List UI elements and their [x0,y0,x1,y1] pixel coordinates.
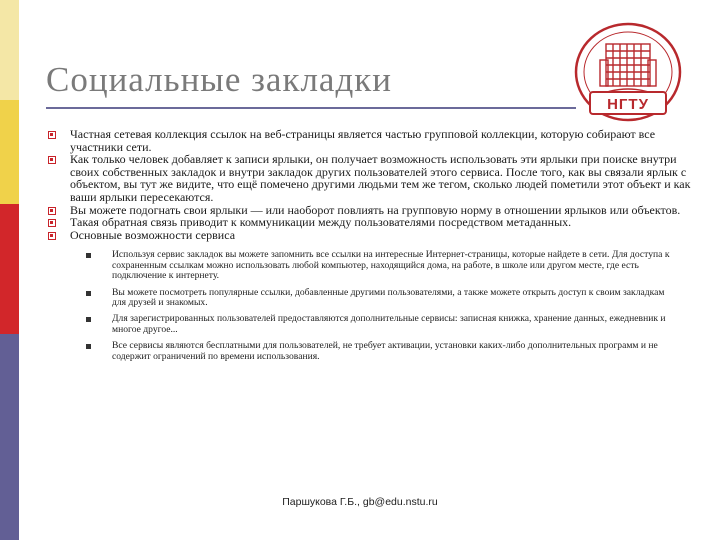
sub-bullet-text: Используя сервис закладок вы можете запомнить все ссылки на интересные Интернет-страницы, которые найдете в сети. Для доступа к сохраненным ссылкам можно использовать любой компьютер, находящийся дома, на работе, в школе или другом месте, где есть подключение к интернету. [112,249,670,282]
main-bullet-list [48,128,708,241]
sub-bullet-item [86,314,676,335]
left-decorative-stripe [0,0,19,540]
sub-bullet-item [86,250,676,281]
bullet-text: Основные возможности сервиса [70,227,236,242]
bullet-checkbox-icon [48,131,56,139]
square-bullet-icon [86,253,91,258]
stripe-segment-yellow [0,100,19,204]
bullet-text: Вы можете подогнать свои ярлыки — или наоборот повлиять на групповую норму в отношении ярлыков или объектов. [70,202,681,217]
sub-bullet-item [86,288,676,309]
slide-content [48,128,708,368]
stripe-segment-light-yellow [0,0,19,100]
sub-bullet-text: Вы можете посмотреть популярные ссылки, добавленные другими пользователями, а также можете открыть доступ к своим закладкам для друзей и знакомых. [112,286,665,308]
bullet-text: Как только человек добавляет к записи ярлыки, он получает возможность использовать эти ярлыки при поиске внутри своих собственных закладок и внутри закладок других пользователей этого сервиса. После того, как вы связали ярлык с объектом, вы тут же видите, что ещё помечено другими людьми тем же тегом, сколько людей пометили этот объект и как ваши ярлыки пересекаются. [70,152,691,204]
stripe-segment-purple [0,334,19,540]
sub-bullet-item [86,341,676,362]
bullet-checkbox-icon [48,156,56,164]
university-logo [572,20,684,122]
logo-text: НГТУ [607,96,649,113]
slide-footer: Паршукова Г.Б., gb@edu.nstu.ru [282,496,438,508]
square-bullet-icon [86,317,91,322]
stripe-segment-red [0,204,19,334]
slide-title: Социальные закладки [46,60,393,99]
square-bullet-icon [86,344,91,349]
square-bullet-icon [86,291,91,296]
sub-bullet-list [86,250,676,362]
sub-bullet-text: Все сервисы являются бесплатными для пользователей, не требует активации, установки каких-либо дополнительных программ и не содержит ограничений по времени использования. [112,340,658,362]
bullet-checkbox-icon [48,207,56,215]
bullet-text: Такая обратная связь приводит к коммуникации между пользователями посредством метаданных. [70,215,572,230]
bullet-item [48,153,708,203]
bullet-item [48,229,708,242]
bullet-item [48,128,708,153]
title-underline [46,107,576,109]
bullet-checkbox-icon [48,219,56,227]
bullet-checkbox-icon [48,232,56,240]
sub-bullet-text: Для зарегистрированных пользователей предоставляются дополнительные сервисы: записная книжка, хранение данных, ежедневник и многое другое... [112,313,666,335]
bullet-text: Частная сетевая коллекция ссылок на веб-страницы является частью групповой коллекции, которую собирают все участники сети. [70,127,656,154]
